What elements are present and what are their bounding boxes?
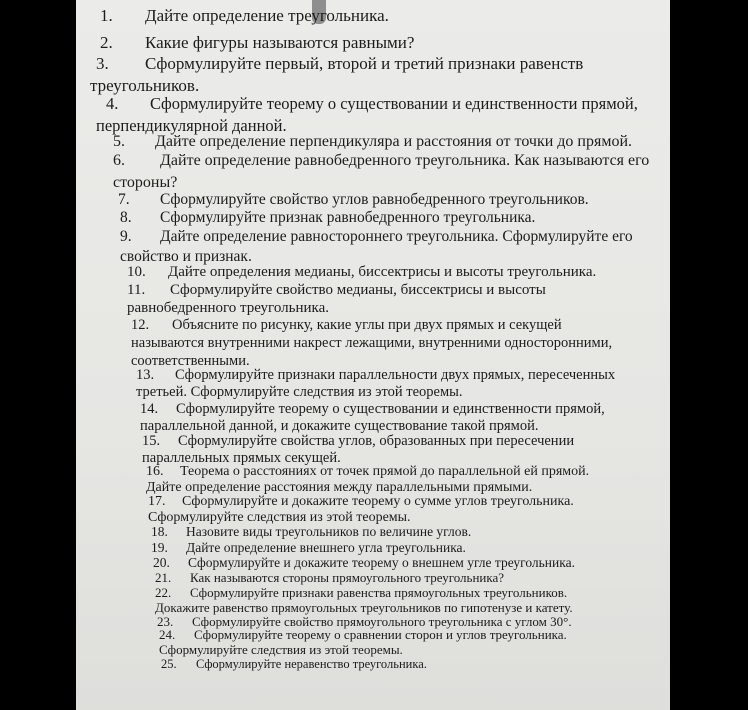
question-number: 6. [113,152,125,169]
question-text: параллельной данной, и докажите существование такой прямой. [140,418,539,434]
question-text: Сформулируйте признак равнобедренного треугольника. [160,209,536,226]
question-text: свойство и признак. [120,248,252,265]
question-item [106,94,638,114]
question-item [131,317,562,334]
question-item [142,433,574,450]
question-number: 22. [155,585,172,600]
question-number: 13. [136,367,155,383]
question-text: Сформулируйте теорему о существовании и единственности прямой, [150,94,638,113]
question-text: называются внутренними накрест лежащими, внутренними односторонними, [131,335,613,351]
question-text: треугольников. [90,76,200,95]
question-item [113,152,649,170]
question-number: 1. [100,6,113,25]
question-text: Сформулируйте свойство прямоугольного треугольника с углом 30°. [192,614,572,629]
question-number: 7. [118,191,130,208]
question-text: Дайте определение равнобедренного треугольника. Как называются его [160,152,650,169]
question-text: Сформулируйте первый, второй и третий признаки равенств [145,54,584,73]
question-text: Сформулируйте свойство медианы, биссектрисы и высоты [170,282,546,298]
question-item [161,657,427,672]
question-item [120,209,535,227]
question-number: 2. [100,33,113,52]
question-text: равнобедренного треугольника. [127,300,329,316]
question-number: 21. [155,570,172,585]
question-text: Сформулируйте свойство углов равнобедренного треугольников. [160,191,589,208]
question-text: Сформулируйте теорему о сравнении сторон и углов треугольника. [194,627,567,642]
question-continuation [127,300,329,317]
question-text: Дайте определение расстояния между параллельными прямыми. [146,480,533,495]
question-number: 10. [127,264,146,280]
question-item [140,401,605,418]
question-number: 24. [159,627,176,642]
question-item [155,570,504,586]
question-text: Докажите равенство прямоугольных треугольников по гипотенузе и катету. [155,600,573,615]
question-text: Сформулируйте признаки параллельности двух прямых, пересеченных [175,367,616,383]
question-text: Сформулируйте и докажите теорему о сумме углов треугольника. [182,494,574,509]
question-number: 15. [142,433,161,449]
question-item [151,524,471,540]
question-text: Теорема о расстояниях от точек прямой до параллельной ей прямой. [180,464,590,479]
question-text: Сформулируйте следствия из этой теоремы. [148,510,411,525]
question-continuation [131,335,612,352]
question-item [100,6,389,26]
question-item [118,191,589,209]
question-item [136,367,615,384]
question-text: Как называются стороны прямоугольного треугольника? [190,570,505,585]
question-item [153,555,575,571]
question-number: 25. [161,657,177,671]
question-number: 17. [148,494,166,509]
question-number: 19. [151,540,168,555]
question-text: Какие фигуры называются равными? [145,33,415,52]
question-number: 16. [146,464,164,479]
question-text: Сформулируйте неравенство треугольника. [196,657,427,671]
question-number: 14. [140,401,159,417]
question-item [127,282,546,299]
question-text: Сформулируйте свойства углов, образованных при пересечении [178,433,575,449]
question-text: параллельных прямых секущей. [142,450,341,466]
question-text: соответственными. [131,353,250,369]
question-item [113,133,632,151]
question-number: 18. [151,524,168,539]
question-item [148,494,574,510]
question-number: 11. [127,282,146,298]
question-item [146,464,589,480]
question-text: Назовите виды треугольников по величине углов. [186,524,472,539]
question-item [100,33,414,53]
question-text: стороны? [113,174,178,191]
question-text: Дайте определение перпендикуляра и расстояния от точки до прямой. [155,133,633,150]
question-text: Дайте определение треугольника. [145,6,389,25]
question-text: Дайте определение внешнего угла треугольника. [186,540,466,555]
question-continuation [90,76,199,96]
question-text: Сформулируйте следствия из этой теоремы. [159,642,403,657]
question-item [151,540,466,556]
question-text: Объясните по рисунку, какие углы при двух прямых и секущей [172,317,562,333]
question-continuation [136,384,463,401]
question-number: 12. [131,317,150,333]
question-item [127,264,596,281]
question-continuation [113,174,177,192]
question-number: 9. [120,228,132,245]
question-text: Сформулируйте и докажите теорему о внешнем угле треугольника. [188,555,575,570]
question-item [96,54,583,74]
question-text: Сформулируйте признаки равенства прямоугольных треугольников. [190,585,568,600]
question-number: 3. [96,54,109,73]
question-text: Дайте определение равностороннего треугольника. Сформулируйте его [160,228,633,245]
question-number: 8. [120,209,132,226]
question-item [155,585,567,601]
question-text: перпендикулярной данной. [96,116,287,135]
question-item [159,627,567,643]
question-number: 20. [153,555,170,570]
question-text: Сформулируйте теорему о существовании и единственности прямой, [176,401,605,417]
question-text: третьей. Сформулируйте следствия из этой теоремы. [136,384,463,400]
question-number: 5. [113,133,125,150]
question-item [120,228,633,246]
question-text: Дайте определения медианы, биссектрисы и высоты треугольника. [168,264,597,280]
question-number: 23. [157,614,174,629]
question-number: 4. [106,94,119,113]
question-continuation [159,642,403,658]
